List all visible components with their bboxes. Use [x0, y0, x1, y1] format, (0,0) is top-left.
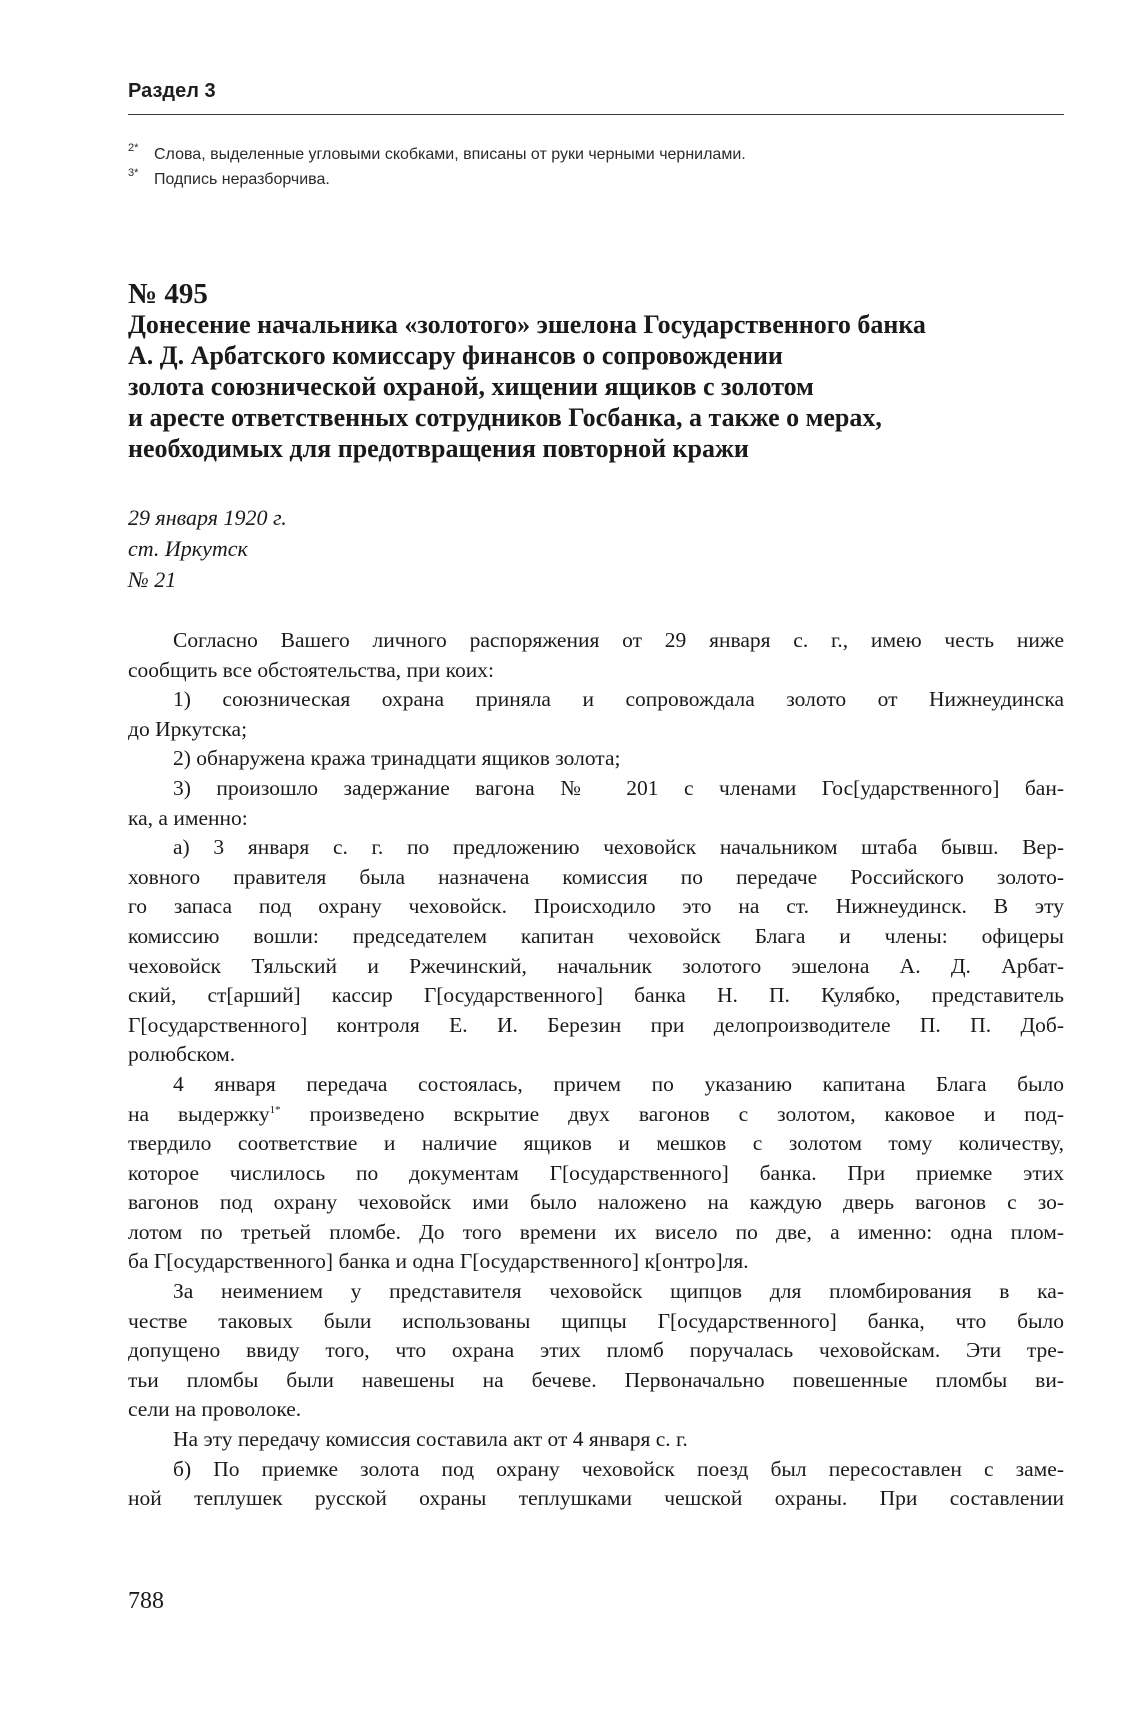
- document-body: [128, 626, 1064, 1514]
- document-place: ст. Иркутск: [128, 536, 248, 561]
- body-line: 4 января передача состоялась, причем по указанию капитана Блага было: [173, 1071, 1064, 1096]
- document-title: [128, 309, 1068, 464]
- footnotes: [128, 142, 1058, 192]
- header-rule: [128, 114, 1064, 115]
- footnote-mark: 2*: [128, 142, 139, 154]
- body-line: На эту передачу комиссия составила акт от 4 января с. г.: [173, 1427, 688, 1452]
- body-line: ной теплушек русской охраны теплушками чешской охраны. При составлении: [128, 1486, 1064, 1511]
- body-line: сели на проволоке.: [128, 1397, 302, 1422]
- body-line: до Иркутска;: [128, 716, 248, 741]
- body-line: твердило соответствие и наличие ящиков и мешков с золотом тому количеству,: [128, 1131, 1064, 1156]
- title-line: А. Д. Арбатского комиссару финансов о сопровождении: [128, 341, 783, 370]
- body-line: Г[осударственного] контроля Е. И. Березин при делопроизводителе П. П. Доб-: [128, 1012, 1064, 1037]
- document-date: 29 января 1920 г.: [128, 505, 287, 530]
- body-line: 1) союзническая охрана приняла и сопровождала золото от Нижнеудинска: [173, 687, 1064, 712]
- body-line: вагонов под охрану чеховойск ими было наложено на каждую дверь вагонов с зо-: [128, 1190, 1064, 1215]
- title-line: Донесение начальника «золотого» эшелона Государственного банка: [128, 310, 926, 339]
- footnote-text: Подпись неразборчива.: [154, 171, 330, 188]
- title-line: необходимых для предотвращения повторной кражи: [128, 434, 749, 463]
- footnote-text: Слова, выделенные угловыми скобками, вписаны от руки черными чернилами.: [154, 146, 746, 163]
- body-line: а) 3 января с. г. по предложению чеховойск начальником штаба бывш. Вер-: [173, 835, 1064, 860]
- body-line: Согласно Вашего личного распоряжения от 29 января с. г., имею честь ниже: [173, 628, 1064, 652]
- page-number: 788: [128, 1588, 164, 1614]
- title-line: золота союзнической охраной, хищении ящиков с золотом: [128, 372, 814, 401]
- body-line: ка, а именно:: [128, 805, 248, 830]
- document-meta: [128, 502, 287, 595]
- body-line: ховного правителя была назначена комиссия по передаче Российского золото-: [128, 864, 1064, 889]
- body-line: чеховойск Тяльский и Ржечинский, начальник золотого эшелона А. Д. Арбат-: [128, 953, 1064, 978]
- running-head: Раздел 3: [128, 80, 216, 102]
- footnote: [128, 142, 1058, 167]
- body-line: комиссию вошли: председателем капитан чеховойск Блага и члены: офицеры: [128, 923, 1064, 948]
- body-line: сообщить все обстоятельства, при коих:: [128, 657, 494, 682]
- body-line: За неимением у представителя чеховойск щипцов для пломбирования в ка-: [173, 1279, 1064, 1304]
- body-line: которое числилось по документам Г[осударственного] банка. При приемке этих: [128, 1160, 1064, 1185]
- body-line: допущено ввиду того, что охрана этих пломб поручалась чеховойскам. Эти тре-: [128, 1338, 1064, 1363]
- body-line: ба Г[осударственного] банка и одна Г[осударственного] к[онтро]ля.: [128, 1249, 749, 1274]
- footnote-ref: 1*: [269, 1103, 281, 1116]
- body-line: б) По приемке золота под охрану чеховойск поезд был пересоставлен с заме-: [173, 1456, 1064, 1481]
- body-line: 3) произошло задержание вагона № 201 с членами Гос[ударственного] бан-: [173, 775, 1064, 800]
- body-line: ролюбском.: [128, 1042, 236, 1067]
- body-line: честве таковых были использованы щипцы Г[осударственного] банка, что было: [128, 1308, 1064, 1333]
- footnote-mark: 3*: [128, 167, 139, 179]
- footnote: [128, 167, 1058, 192]
- body-line: 2) обнаружена кража тринадцати ящиков золота;: [173, 746, 621, 771]
- document-number: № 495: [128, 278, 208, 310]
- body-line: тьи пломбы были навешены на бечеве. Первоначально повешенные пломбы ви-: [128, 1367, 1064, 1392]
- body-line: на выдержку$^{1*}$ произведено вскрытие двух вагонов с золотом, каковое и под-: [128, 1101, 1064, 1126]
- body-line: лотом по третьей пломбе. До того времени их висело по две, а именно: одна плом-: [128, 1219, 1064, 1244]
- title-line: и аресте ответственных сотрудников Госбанка, а также о мерах,: [128, 403, 882, 432]
- body-line: го запаса под охрану чеховойск. Происходило это на ст. Нижнеудинск. В эту: [128, 894, 1064, 919]
- document-ref-number: № 21: [128, 567, 177, 592]
- body-line: ский, ст[арший] кассир Г[осударственного] банка Н. П. Кулябко, представитель: [128, 983, 1064, 1008]
